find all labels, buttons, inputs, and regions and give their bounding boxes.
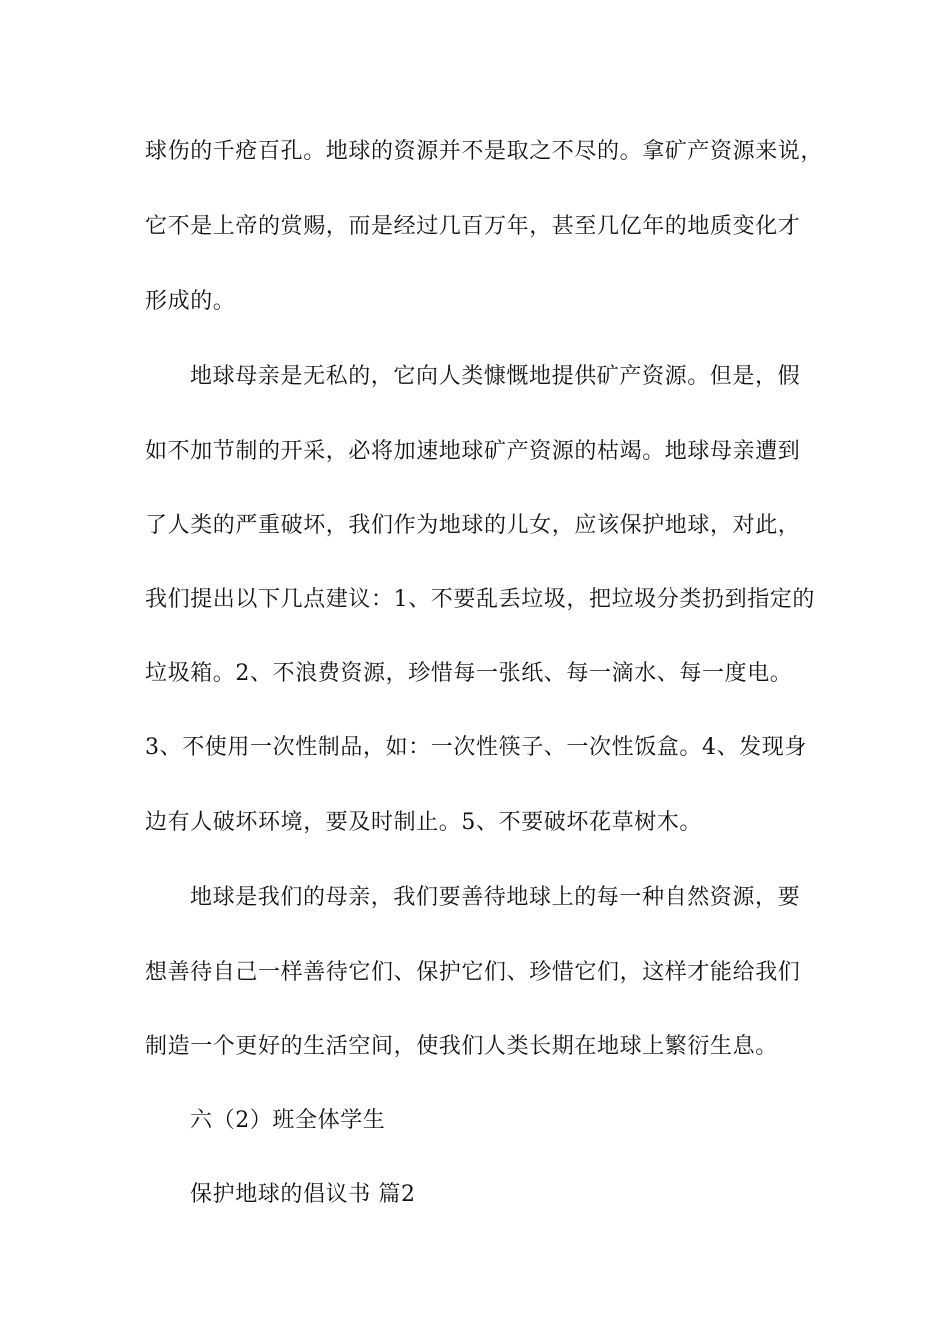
paragraph-line-3: 形成的。 <box>145 289 236 314</box>
paragraph-line-13: 制造一个更好的生活空间，使我们人类长期在地球上繁衍生息。 <box>145 1034 778 1059</box>
paragraph-line-6: 了人类的严重破坏，我们作为地球的儿女，应该保护地球，对此， <box>145 513 801 538</box>
paragraph-line-4: 地球母亲是无私的，它向人类慷慨地提供矿产资源。但是，假 <box>190 364 801 389</box>
paragraph-line-9: 3、不使用一次性制品，如：一次性筷子、一次性饭盒。4、发现身 <box>145 735 807 760</box>
paragraph-line-11: 地球是我们的母亲，我们要善待地球上的每一种自然资源，要 <box>190 885 801 910</box>
paragraph-line-7: 我们提出以下几点建议：1、不要乱丢垃圾，把垃圾分类扔到指定的 <box>145 587 815 612</box>
paragraph-line-5: 如不加节制的开采，必将加速地球矿产资源的枯竭。地球母亲遭到 <box>145 439 801 464</box>
paragraph-line-8: 垃圾箱。2、不浪费资源，珍惜每一张纸、每一滴水、每一度电。 <box>145 661 793 686</box>
paragraph-line-2: 它不是上帝的赏赐，而是经过几百万年，甚至几亿年的地质变化才 <box>145 214 801 239</box>
paragraph-line-1: 球伤的千疮百孔。地球的资源并不是取之不尽的。拿矿产资源来说， <box>145 139 824 164</box>
paragraph-line-10: 边有人破坏环境，要及时制止。5、不要破坏花草树木。 <box>145 810 702 835</box>
paragraph-line-12: 想善待自己一样善待它们、保护它们、珍惜它们，这样才能给我们 <box>145 960 801 985</box>
signature-line: 六（2）班全体学生 <box>190 1108 386 1133</box>
section-heading: 保护地球的倡议书 篇2 <box>190 1182 416 1207</box>
